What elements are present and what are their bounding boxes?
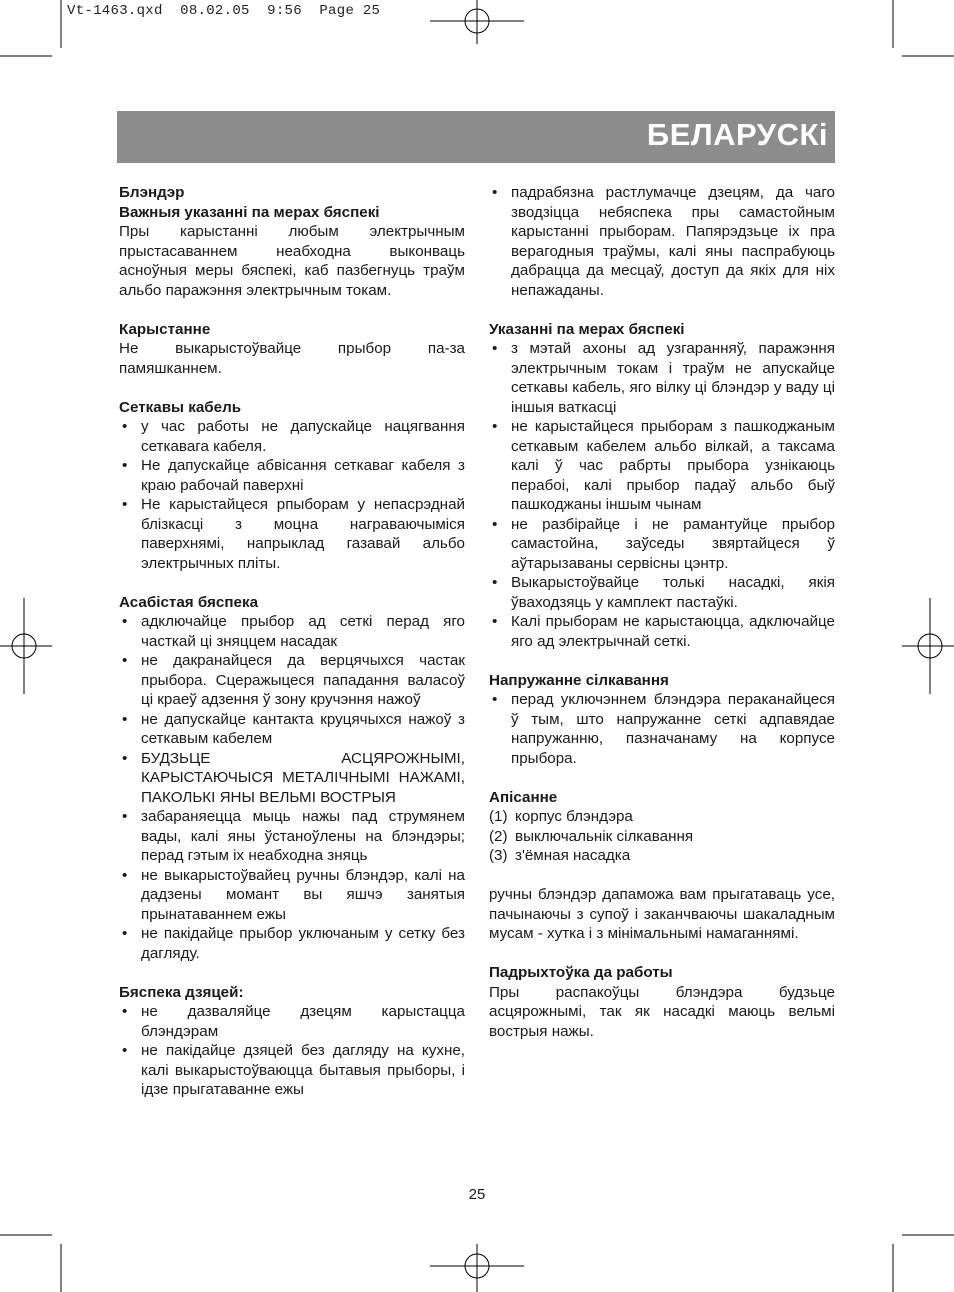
preparation-text: Пры распакоўцы блэндэра будзьце асцярожнымі, так як насадкі маюць вельмі вострыя нажы. [489,983,835,1040]
item-number: (1) [489,808,508,825]
list-item: • Выкарыстоўвайце толькі насадкі, якія ўваходзяць у камплект пастаўкі. [489,573,835,612]
list-item: • не выкарыстоўвайец ручны блэндэр, калі на дадзены момант вы яшчэ занятыя прынатаваннем ежы [119,866,465,925]
item-text: з'ёмная насадка [515,847,631,864]
page-number: 25 [468,1186,486,1203]
description-text: ручны блэндэр дапаможа вам прыгатаваць усе, пачынаючы з супоў і заканчваючы шакаладным мусам - хутка і з мінімальнымі намаганнямі. [489,886,835,942]
list-item: • забараняецца мыць нажы пад струмянем вады, калі яны ўстаноўлены на блэндэры; перад гэтым іх неабходна зняць [119,807,465,866]
item-number: (2) [489,827,508,845]
description-heading: Апісанне [489,788,558,806]
registration-mark-top [430,0,524,44]
safety-instructions-heading: Указанні па мерах бяспекі [489,320,685,338]
left-column [119,183,465,1100]
language-banner [117,111,835,163]
item-number: (3) [489,847,508,864]
registration-mark-left [0,598,52,694]
children-safety-heading: Бяспека дзяцей: [119,983,244,1001]
list-item: • перад уключэннем блэндэра пераканайцеся ў тым, што напружанне сеткі адпавядае напружанню, пазначанаму на корпусе прыбора. [489,690,835,768]
cable-heading: Сеткавы кабель [119,398,242,416]
list-item: • не карыстайцеся прыборам з пашкоджаным сеткавым кабелем альбо вілкай, а таксама калі ў час рабрты прыбора узнікаюць перабоі, калі прыбор падаў альбо быў пашкоджаны іншым чынам [489,417,835,515]
print-slug: Vt-1463.qxd 08.02.05 9:56 Page 25 [67,3,381,19]
personal-safety-heading: Асабістая бяспека [119,593,259,611]
safety-text: Пры карыстанні любым электрычным прыстасаваннем неабходна выконваць асноўныя меры бяспекі, каб пазбегнуць траўм альбо паражэння электрычным токам. [119,223,465,299]
numbered-item [489,807,835,827]
item-text: корпус блэндэра [515,808,633,825]
numbered-item [489,846,835,866]
safety-heading: Важныя указанні па мерах бяспекі [119,203,380,221]
list-item: • не дапускайце кантакта круцячыхся нажоў з сеткавым кабелем [119,710,465,749]
list-item: • БУДЗЬЦЕ АСЦЯРОЖНЫМІ, КАРЫСТАЮЧЫСЯ МЕТАЛІЧНЫМІ НАЖАМІ, ПАКОЛЬКІ ЯНЫ ВЕЛЬМІ ВОСТРЫЯ [119,749,465,808]
preparation-heading: Падрыхтоўка да работы [489,964,673,981]
list-item: • Не дапускайце абвісання сеткаваг кабеля з краю рабочай паверхні [119,456,465,495]
list-item: • падрабязна растлумачце дзецям, да чаго зводзіцца небяспека пры самастойным карыстанні прыборам. Папярэдзьце іх пра верагодныя траўмы, калі яны паспрабуюць дабрацца да месцаў, доступ да якіх для ніх непажаданы. [489,183,835,300]
usage-heading: Карыстанне [119,320,211,338]
personal-safety-list [119,612,465,963]
document-title: Блэндэр [119,184,185,201]
registration-mark-right [902,598,954,694]
list-item: • у час работы не дапускайце нацягвання сеткавага кабеля. [119,417,465,456]
children-safety-list-continued [489,183,835,300]
list-item: • не пакідайце дзяцей без дагляду на кухне, калі выкарыстоўваюцца бытавыя прыборы, і ідзе прыгатаванне ежы [119,1041,465,1100]
list-item: • не дазваляйце дзецям карыстацца блэндэрам [119,1002,465,1041]
list-item: • адключайце прыбор ад сеткі перад яго часткай ці зняццем насадак [119,612,465,651]
list-item: • з мэтай ахоны ад узгаранняў, паражэння электрычным токам і траўм не апускайце сеткавы кабель, яго вілку ці блэндэр у ваду ці іншыя ваткасці [489,339,835,417]
numbered-item [489,827,835,847]
list-item: • Не карыстайцеся рпыборам у непасрэднай блізкасці з моцна награваючыміся паверхнямі, напрыклад газавай альбо электрычных пліты. [119,495,465,573]
item-text: выключальнік сілкавання [515,827,694,845]
list-item: • не дакранайцеся да верцячыхся частак прыбора. Сцеражыцеся пападання валасоў ці краеў адзення ў зону кручэння нажоў [119,651,465,710]
safety-instructions-list [489,339,835,651]
cable-list [119,417,465,573]
usage-text: Не выкарыстоўвайце прыбор па-за памяшканнем. [119,340,465,377]
right-column [489,183,835,1041]
list-item: • Калі прыборам не карыстаюцца, адключайце яго ад электрычнай сеткі. [489,612,835,651]
list-item: • не разбірайце і не рамантуйце прыбор самастойна, заўседы звяртайцеся ў аўтарызаваны сервісны цэнтр. [489,515,835,574]
voltage-list [489,690,835,768]
list-item: • не пакідайце прыбор уключаным у сетку без дагляду. [119,924,465,963]
children-safety-list [119,1002,465,1100]
voltage-heading: Напружанне сілкавання [489,671,669,689]
banner-title: БЕЛАРУСКі [646,117,828,152]
registration-mark-bottom [430,1244,524,1292]
